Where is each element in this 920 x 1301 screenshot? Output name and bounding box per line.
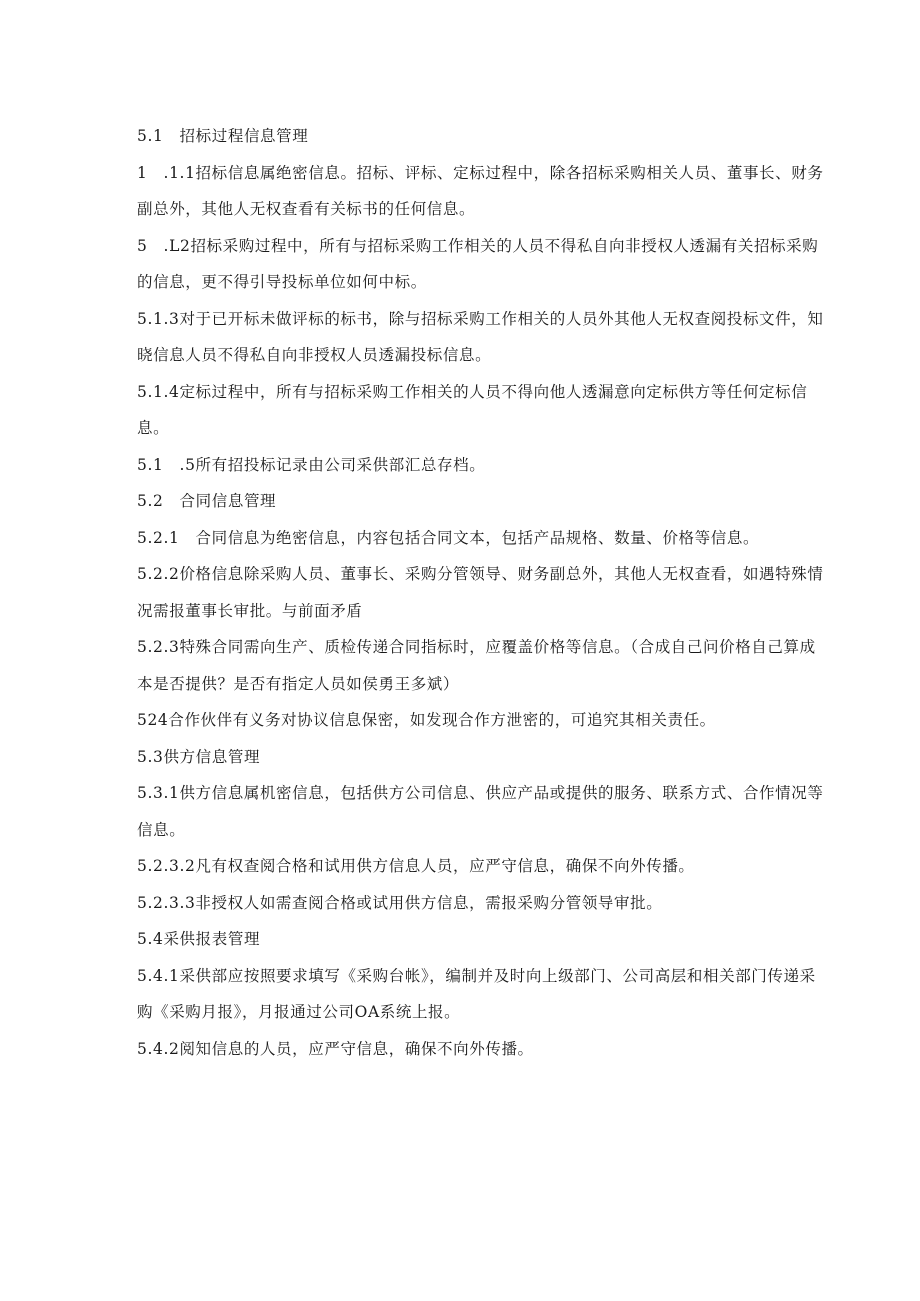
paragraph-5-2-1: 5.2.1 合同信息为绝密信息，内容包括合同文本，包括产品规格、数量、价格等信息。 (137, 528, 760, 547)
paragraph-5-1-3: 5.1.3对于已开标未做评标的标书，除与招标采购工作相关的人员外其他人无权查阅投标文件，知晓信息人员不得私自向非授权人员透漏投标信息。 (137, 309, 824, 364)
paragraph-5-2-3-2: 5.2.3.2凡有权查阅合格和试用供方信息人员，应严守信息，确保不向外传播。 (137, 857, 695, 875)
paragraph-5-2-3: 5.2.3特殊合同需向生产、质检传递合同指标时，应覆盖价格等信息。（合成自己问价格自己算成本是否提供？是否有指定人员如侯勇王多斌） (137, 638, 816, 693)
paragraph-5-2-4: 524合作伙伴有义务对协议信息保密，如发现合作方泄密的，可追究其相关责任。 (137, 711, 716, 729)
paragraph-5-2-3-3: 5.2.3.3非授权人如需查阅合格或试用供方信息，需报采购分管领导审批。 (137, 893, 663, 912)
paragraph-5-1-4: 5.1.4定标过程中，所有与招标采购工作相关的人员不得向他人透漏意向定标供方等任何定标信息。 (137, 382, 808, 437)
paragraph-5-3-1: 5.3.1供方信息属机密信息，包括供方公司信息、供应产品或提供的服务、联系方式、合作情况等信息。 (137, 784, 824, 839)
section-heading-5-2: 5.2 合同信息管理 (137, 492, 277, 510)
paragraph-5-4-2: 5.4.2阅知信息的人员，应严守信息，确保不向外传播。 (137, 1039, 534, 1058)
paragraph-5-4-1: 5.4.1采供部应按照要求填写《采购台帐》，编制并及时向上级部门、公司高层和相关部门传递采购《采购月报》，月报通过公司OA系统上报。 (137, 966, 816, 1021)
paragraph-5-1-5: 5.1 .5所有招投标记录由公司采供部汇总存档。 (137, 455, 486, 474)
section-heading-5-4: 5.4采供报表管理 (137, 930, 261, 948)
section-heading-5-1: 5.1 招标过程信息管理 (137, 127, 309, 145)
paragraph-5-1-2: 5 .L2招标采购过程中，所有与招标采购工作相关的人员不得私自向非授权人透漏有关招标采购的信息，更不得引导投标单位如何中标。 (137, 236, 819, 291)
paragraph-5-1-1: 1 .1.1招标信息属绝密信息。招标、评标、定标过程中，除各招标采购相关人员、董事长、财务副总外，其他人无权查看有关标书的任何信息。 (137, 163, 824, 218)
paragraph-5-2-2: 5.2.2价格信息除采购人员、董事长、采购分管领导、财务副总外，其他人无权查看，如遇特殊情况需报董事长审批。与前面矛盾 (137, 565, 824, 620)
section-heading-5-3: 5.3供方信息管理 (137, 747, 261, 766)
document-body (137, 118, 827, 1067)
